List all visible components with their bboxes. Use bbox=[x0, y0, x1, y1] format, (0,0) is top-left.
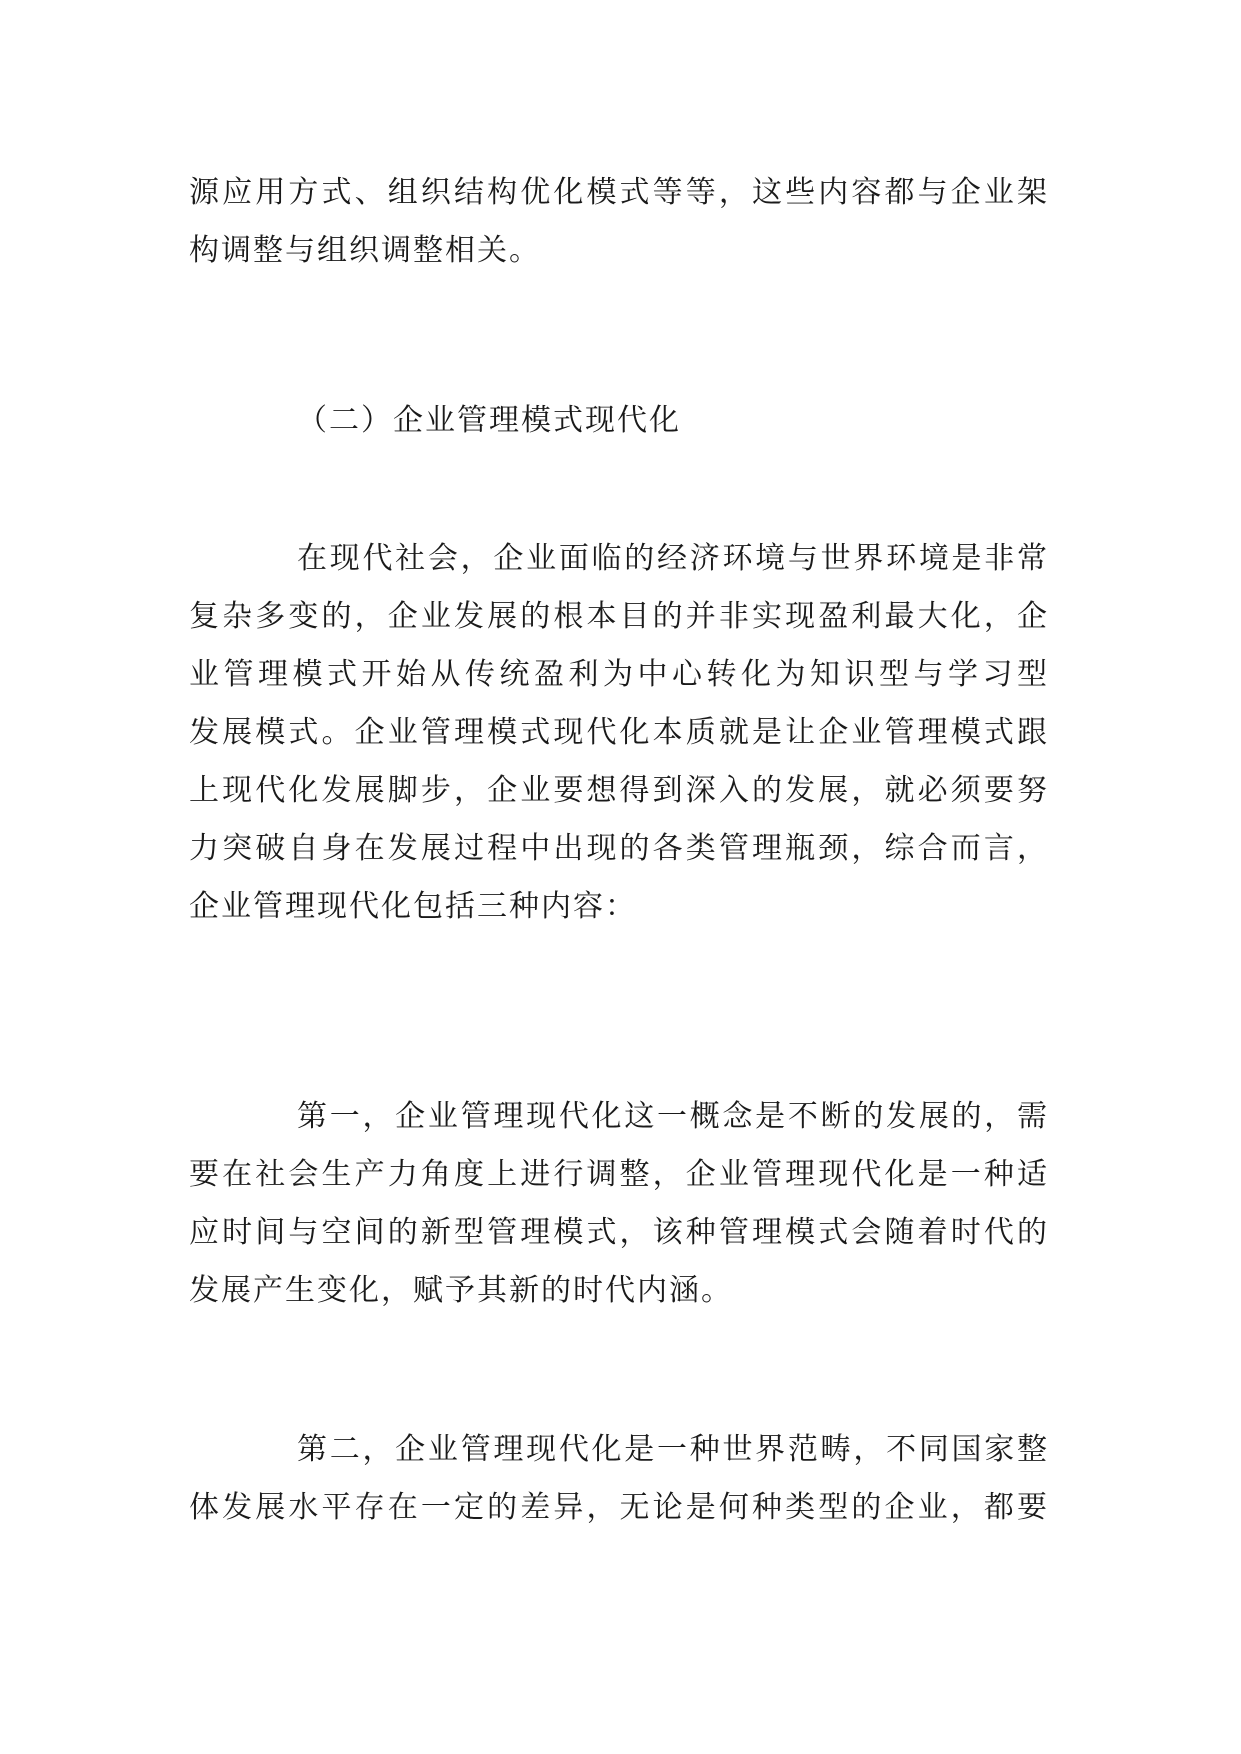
paragraph-line: 企业管理现代化包括三种内容： bbox=[189, 889, 637, 924]
paragraph-line: 业管理模式开始从传统盈利为中心转化为知识型与学习型 bbox=[189, 657, 1049, 692]
paragraph-line: 源应用方式、组织结构优化模式等等，这些内容都与企业架 bbox=[189, 175, 1049, 210]
paragraph-line: 发展模式。企业管理模式现代化本质就是让企业管理模式跟 bbox=[189, 715, 1049, 750]
paragraph-line: 在现代社会，企业面临的经济环境与世界环境是非常 bbox=[297, 541, 1049, 576]
paragraph-line: 构调整与组织调整相关。 bbox=[189, 233, 541, 268]
paragraph-line: 复杂多变的，企业发展的根本目的并非实现盈利最大化，企 bbox=[189, 599, 1049, 634]
paragraph-3 bbox=[189, 1088, 1049, 1320]
section-heading: （二）企业管理模式现代化 bbox=[297, 403, 681, 438]
paragraph-line: 第二，企业管理现代化是一种世界范畴，不同国家整 bbox=[297, 1432, 1049, 1467]
paragraph-line: 体发展水平存在一定的差异，无论是何种类型的企业，都要 bbox=[189, 1490, 1049, 1525]
paragraph-line: 第一，企业管理现代化这一概念是不断的发展的，需 bbox=[297, 1099, 1049, 1134]
paragraph-4 bbox=[189, 1421, 1049, 1537]
paragraph-line: 力突破自身在发展过程中出现的各类管理瓶颈，综合而言， bbox=[189, 831, 1049, 866]
paragraph-line: 要在社会生产力角度上进行调整，企业管理现代化是一种适 bbox=[189, 1157, 1049, 1192]
paragraph-line: 应时间与空间的新型管理模式，该种管理模式会随着时代的 bbox=[189, 1215, 1049, 1250]
paragraph-1 bbox=[189, 164, 1049, 280]
paragraph-2 bbox=[189, 530, 1049, 936]
paragraph-line: 发展产生变化，赋予其新的时代内涵。 bbox=[189, 1273, 733, 1308]
paragraph-line: 上现代化发展脚步，企业要想得到深入的发展，就必须要努 bbox=[189, 773, 1049, 808]
